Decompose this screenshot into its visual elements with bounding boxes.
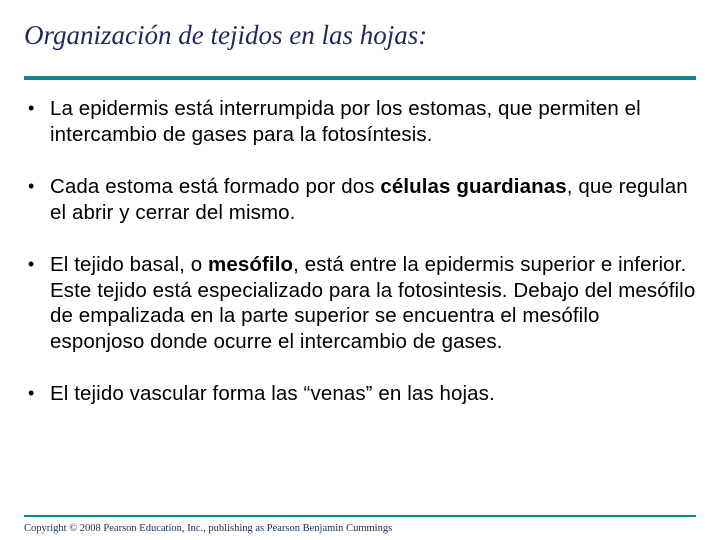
bullet-text: Cada estoma está formado por dos bbox=[50, 175, 381, 198]
bullet-text: El tejido basal, o bbox=[50, 253, 209, 276]
bullet-dot-icon: • bbox=[28, 254, 35, 274]
bullet-text-cont: , que regulan el abrir y cerrar del mismo. bbox=[50, 175, 688, 224]
bold-term: mesófilo bbox=[208, 253, 294, 276]
bullet-text: La epidermis está interrumpida por los estomas, que permiten el intercambio de gases para la fotosíntesis. bbox=[50, 97, 641, 146]
copyright-footer: Copyright © 2008 Pearson Education, Inc., publishing as Pearson Benjamin Cummings bbox=[24, 523, 393, 534]
bold-term: células guardianas bbox=[380, 175, 567, 198]
bullet-estoma bbox=[28, 174, 698, 225]
bullet-mesofilo bbox=[28, 252, 698, 354]
title-divider bbox=[24, 76, 696, 80]
bullet-text-cont: , está entre la epidermis superior e inferior. Este tejido está especializado para la fotosintesis. Debajo del mesófilo de empalizada en la parte superior se encuentra el mesófilo esponjoso donde ocurre el intercambio de gases. bbox=[50, 253, 696, 353]
bullet-list bbox=[28, 96, 698, 434]
slide-title: Organización de tejidos en las hojas: bbox=[24, 20, 428, 50]
bullet-vascular bbox=[28, 381, 698, 407]
bullet-text: El tejido vascular forma las “venas” en las hojas. bbox=[50, 382, 495, 405]
bullet-dot-icon: • bbox=[28, 383, 35, 403]
footer-divider bbox=[24, 515, 696, 517]
bullet-dot-icon: • bbox=[28, 98, 35, 118]
bullet-dot-icon: • bbox=[28, 176, 35, 196]
bullet-epidermis bbox=[28, 96, 698, 147]
